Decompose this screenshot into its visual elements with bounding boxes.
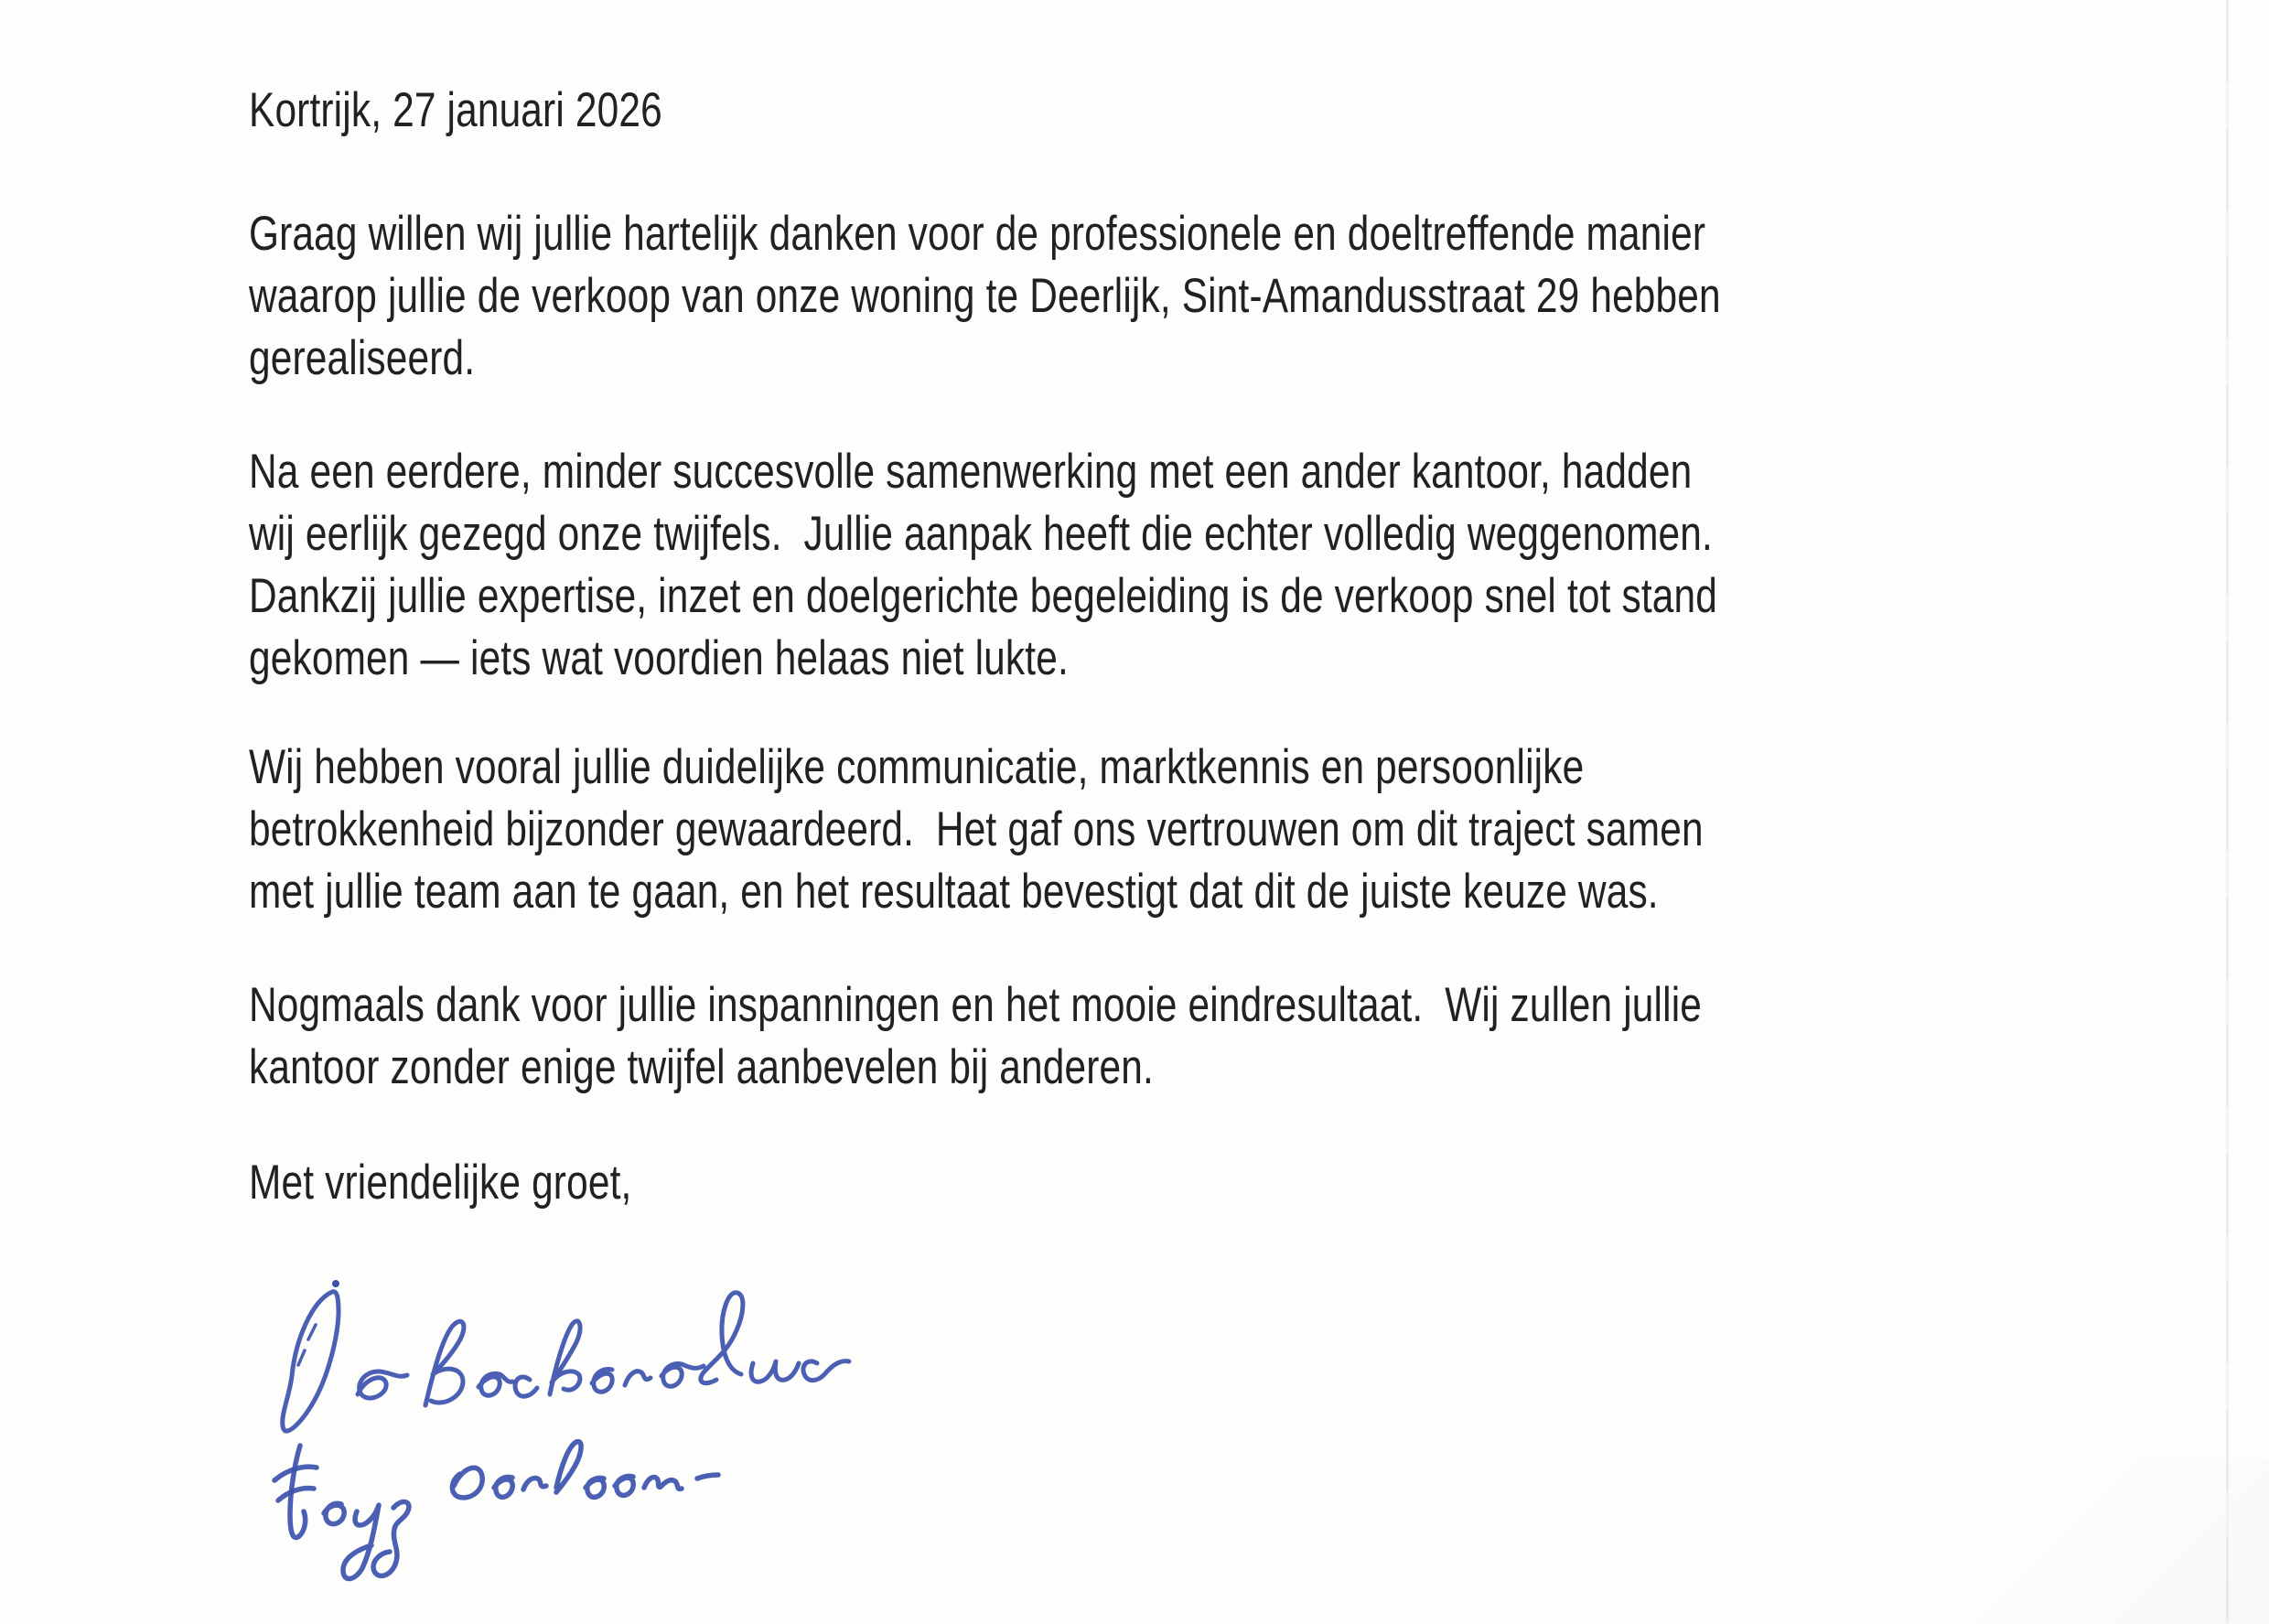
closing-salutation <box>249 1152 631 1214</box>
paragraph-appreciation <box>249 737 1704 923</box>
date-text: Kortrijk, 27 januari 2026 <box>249 83 662 137</box>
paragraph-line: kantoor zonder enige twijfel aanbevelen bij anderen. <box>249 1040 1154 1094</box>
paragraph-line: Dankzij jullie expertise, inzet en doelgerichte begeleiding is de verkoop snel tot stand <box>249 569 1718 623</box>
paragraph-thanks <box>249 203 1721 390</box>
paragraph-line: Wij hebben vooral jullie duidelijke communicatie, marktkennis en persoonlijke <box>249 740 1585 794</box>
paragraph-previous-experience <box>249 441 1717 690</box>
scan-artifact-vertical-line <box>2226 0 2229 1624</box>
signature-feys-marleen <box>263 1424 735 1607</box>
paragraph-line: Nogmaals dank voor jullie inspanningen en het mooie eindresultaat. Wij zullen jullie <box>249 978 1703 1032</box>
paragraph-line: gerealiseerd. <box>249 331 476 385</box>
closing-text: Met vriendelijke groet, <box>249 1156 632 1210</box>
paragraph-line: wij eerlijk gezegd onze twijfels. Jullie aanpak heeft die echter volledig weggenomen. <box>249 507 1713 561</box>
paragraph-line: betrokkenheid bijzonder gewaardeerd. Het gaf ons vertrouwen om dit traject samen <box>249 802 1704 856</box>
paragraph-line: Graag willen wij jullie hartelijk danken voor de professionele en doeltreffende manier <box>249 207 1706 261</box>
letter-date-line <box>249 80 662 142</box>
paragraph-line: met jullie team aan te gaan, en het resultaat bevestigt dat dit de juiste keuze was. <box>249 865 1659 919</box>
scan-artifact-corner-shade <box>1885 1459 2269 1624</box>
paragraph-line: Na een eerdere, minder succesvolle samenwerking met een ander kantoor, hadden <box>249 445 1693 499</box>
paragraph-recommendation <box>249 974 1702 1099</box>
paragraph-line: gekomen — iets wat voordien helaas niet lukte. <box>249 631 1069 685</box>
paragraph-line: waarop jullie de verkoop van onze woning te Deerlijk, Sint-Amandusstraat 29 hebben <box>249 269 1721 323</box>
